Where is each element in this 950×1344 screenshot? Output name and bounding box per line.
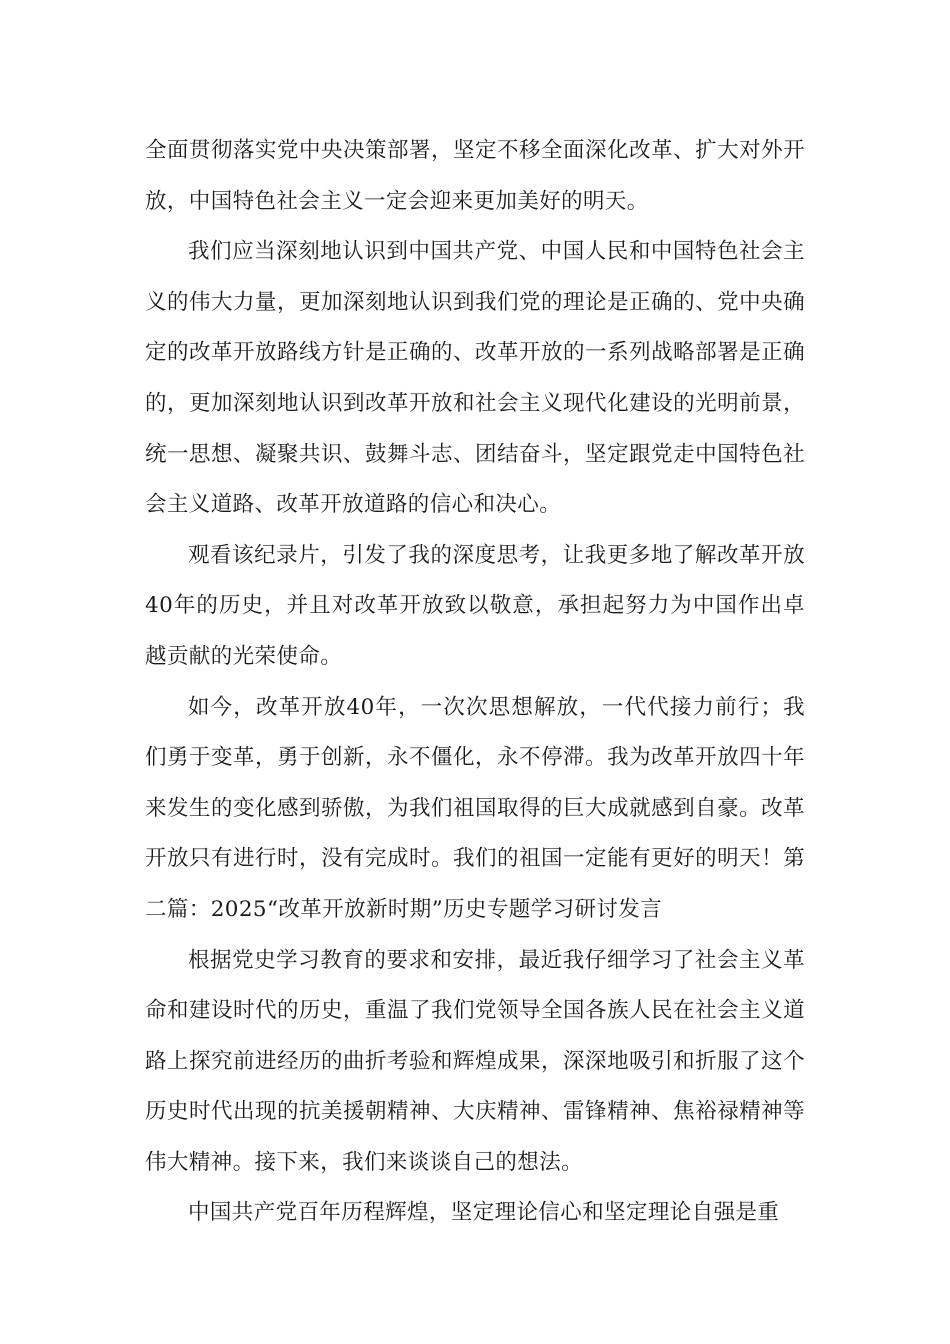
paragraph-1: 全面贯彻落实党中央决策部署，坚定不移全面深化改革、扩大对外开放，中国特色社会主义一定会迎来更加美好的明天。 bbox=[145, 138, 805, 214]
paragraph-6: 中国共产党百年历程辉煌，坚定理论信心和坚定理论自强是重 bbox=[188, 1200, 780, 1226]
paragraph-4: 如今，改革开放40年，一次次思想解放，一代代接力前行；我们勇于变革，勇于创新，永不僵化，永不停滞。我为改革开放四十年来发生的变化感到骄傲，为我们祖国取得的巨大成就感到自豪。改革开放只有进行时，没有完成时。我们的祖国一定能有更好的明天！第二篇：2025“改革开放新时期”历史专题学习研讨发言 bbox=[145, 694, 805, 922]
paragraph-3: 观看该纪录片，引发了我的深度思考，让我更多地了解改革开放40年的历史，并且对改革开放致以敬意，承担起努力为中国作出卓越贡献的光荣使命。 bbox=[145, 542, 805, 669]
paragraph-5: 根据党史学习教育的要求和安排，最近我仔细学习了社会主义革命和建设时代的历史，重温了我们党领导全国各族人民在社会主义道路上探究前进经历的曲折考验和辉煌成果，深深地吸引和折服了这个历史时代出现的抗美援朝精神、大庆精神、雷锋精神、焦裕禄精神等伟大精神。接下来，我们来谈谈自己的想法。 bbox=[145, 947, 805, 1175]
document-body bbox=[145, 126, 805, 1239]
paragraph-2: 我们应当深刻地认识到中国共产党、中国人民和中国特色社会主义的伟大力量，更加深刻地认识到我们党的理论是正确的、党中央确定的改革开放路线方针是正确的、改革开放的一系列战略部署是正确的，更加深刻地认识到改革开放和社会主义现代化建设的光明前景，统一思想、凝聚共识、鼓舞斗志、团结奋斗，坚定跟党走中国特色社会主义道路、改革开放道路的信心和决心。 bbox=[145, 239, 805, 518]
